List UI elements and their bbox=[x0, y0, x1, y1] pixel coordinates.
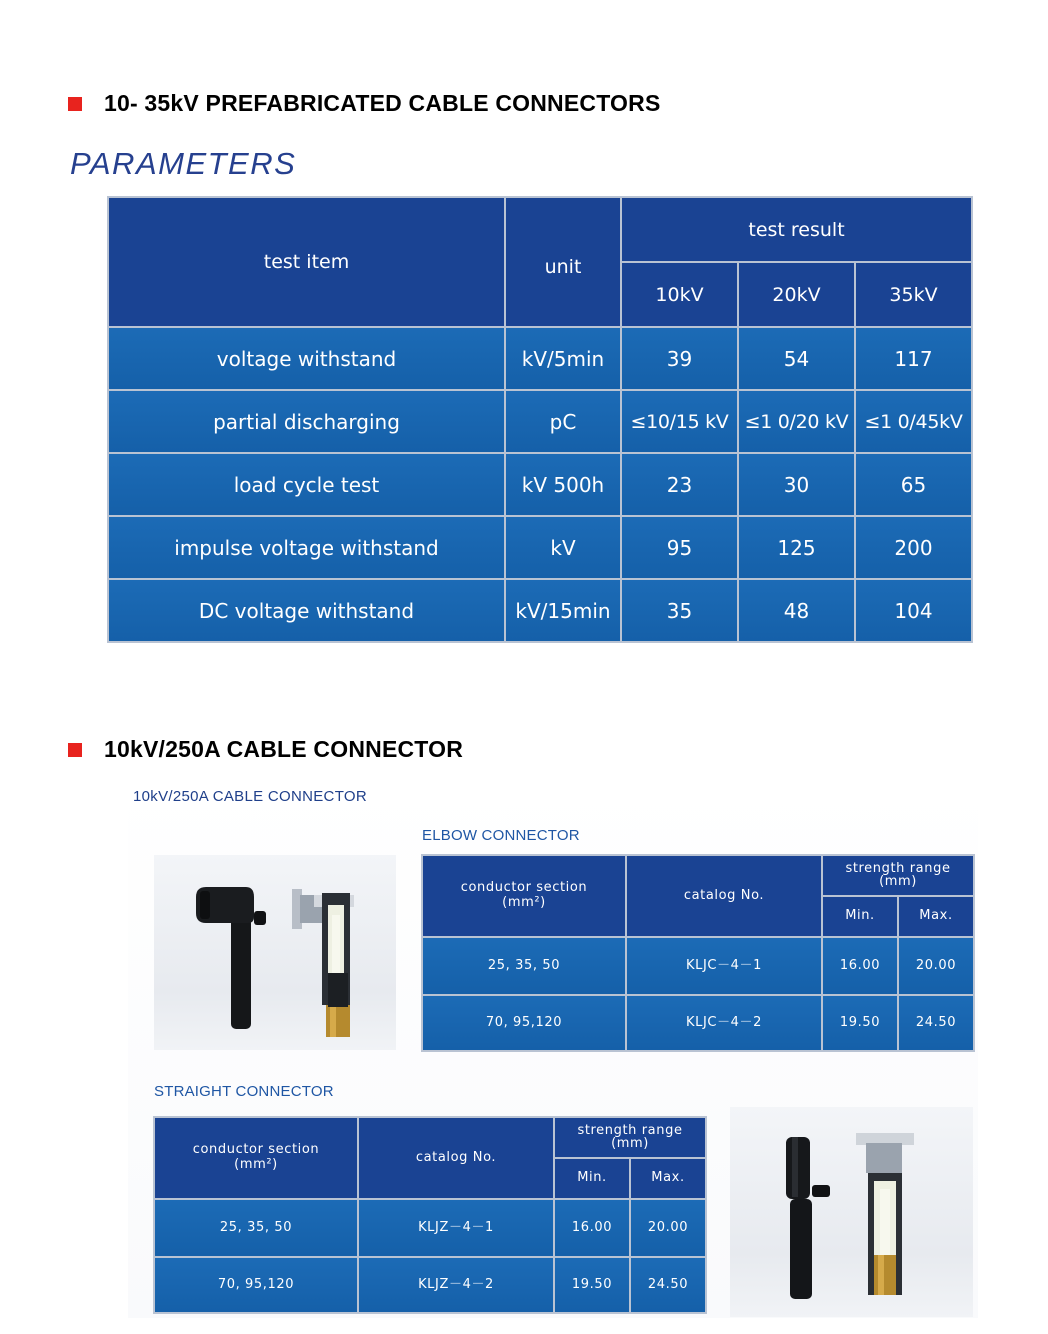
header-strength-range bbox=[822, 855, 974, 896]
header-strength-label: strength range bbox=[845, 861, 951, 877]
row-min: 16.00 bbox=[822, 937, 898, 995]
row-test-item: DC voltage withstand bbox=[108, 579, 505, 642]
header-catalog-no: catalog No. bbox=[626, 855, 822, 937]
row-unit: kV 500h bbox=[505, 453, 621, 516]
row-10kv-value: 35 bbox=[621, 579, 738, 642]
elbow-connector-photo bbox=[154, 855, 396, 1050]
header-min: Min. bbox=[822, 896, 898, 937]
table-row bbox=[422, 937, 974, 995]
row-10kv-value: 39 bbox=[621, 327, 738, 390]
header-min: Min. bbox=[554, 1158, 630, 1199]
header-conductor-section bbox=[154, 1117, 358, 1199]
elbow-connector-title: ELBOW CONNECTOR bbox=[422, 827, 580, 844]
row-10kv-value: ≤10/15 kV bbox=[621, 390, 738, 453]
row-unit: pC bbox=[505, 390, 621, 453]
row-35kv-value: 117 bbox=[855, 327, 972, 390]
straight-connector-photo bbox=[730, 1107, 973, 1317]
table-row bbox=[108, 327, 972, 390]
row-test-item: partial discharging bbox=[108, 390, 505, 453]
elbow-connector-illustration bbox=[154, 855, 396, 1050]
section-title: 10kV/250A CABLE CONNECTOR bbox=[104, 736, 464, 762]
header-max: Max. bbox=[898, 896, 974, 937]
row-unit: kV bbox=[505, 516, 621, 579]
header-max: Max. bbox=[630, 1158, 706, 1199]
row-test-item: load cycle test bbox=[108, 453, 505, 516]
row-catalog-no: KLJC－4－1 bbox=[626, 937, 822, 995]
header-unit: unit bbox=[505, 197, 621, 327]
row-test-item: voltage withstand bbox=[108, 327, 505, 390]
section-title: 10- 35kV PREFABRICATED CABLE CONNECTORS bbox=[104, 90, 661, 116]
row-max: 20.00 bbox=[630, 1199, 706, 1257]
header-conductor-unit: (mm²) bbox=[502, 895, 546, 910]
row-conductor-section: 25, 35, 50 bbox=[154, 1199, 358, 1257]
table-row bbox=[108, 516, 972, 579]
header-test-item: test item bbox=[108, 197, 505, 327]
parameters-table bbox=[107, 196, 973, 643]
parameters-heading: PARAMETERS bbox=[70, 146, 297, 181]
row-min: 16.00 bbox=[554, 1199, 630, 1257]
row-20kv-value: 125 bbox=[738, 516, 855, 579]
straight-connector-title: STRAIGHT CONNECTOR bbox=[154, 1083, 334, 1100]
table-row bbox=[422, 995, 974, 1051]
row-unit: kV/5min bbox=[505, 327, 621, 390]
header-conductor-unit: (mm²) bbox=[234, 1157, 278, 1172]
row-20kv-value: ≤1 0/20 kV bbox=[738, 390, 855, 453]
table-row bbox=[108, 453, 972, 516]
header-conductor-section bbox=[422, 855, 626, 937]
table-row bbox=[154, 1199, 706, 1257]
straight-connector-illustration bbox=[730, 1107, 973, 1317]
row-test-item: impulse voltage withstand bbox=[108, 516, 505, 579]
row-35kv-value: ≤1 0/45kV bbox=[855, 390, 972, 453]
red-square-bullet-icon bbox=[68, 97, 82, 111]
table-row bbox=[108, 390, 972, 453]
straight-connector-table bbox=[153, 1116, 707, 1314]
red-square-bullet-icon bbox=[68, 743, 82, 757]
section-heading-cable-connector bbox=[68, 736, 463, 763]
row-max: 24.50 bbox=[630, 1257, 706, 1313]
header-strength-range bbox=[554, 1117, 706, 1158]
row-20kv-value: 30 bbox=[738, 453, 855, 516]
row-conductor-section: 70, 95,120 bbox=[422, 995, 626, 1051]
header-strength-unit: (mm) bbox=[611, 1135, 649, 1151]
row-20kv-value: 48 bbox=[738, 579, 855, 642]
row-max: 24.50 bbox=[898, 995, 974, 1051]
row-conductor-section: 25, 35, 50 bbox=[422, 937, 626, 995]
header-strength-label: strength range bbox=[577, 1123, 683, 1139]
header-conductor-label: conductor section bbox=[460, 880, 588, 896]
row-10kv-value: 95 bbox=[621, 516, 738, 579]
catalog-panel-title: 10kV/250A CABLE CONNECTOR bbox=[133, 788, 367, 805]
table-row bbox=[108, 579, 972, 642]
row-unit: kV/15min bbox=[505, 579, 621, 642]
row-catalog-no: KLJC－4－2 bbox=[626, 995, 822, 1051]
row-catalog-no: KLJZ－4－1 bbox=[358, 1199, 554, 1257]
row-conductor-section: 70, 95,120 bbox=[154, 1257, 358, 1313]
header-20kv: 20kV bbox=[738, 262, 855, 327]
row-10kv-value: 23 bbox=[621, 453, 738, 516]
row-min: 19.50 bbox=[554, 1257, 630, 1313]
table-row bbox=[154, 1257, 706, 1313]
row-20kv-value: 54 bbox=[738, 327, 855, 390]
row-max: 20.00 bbox=[898, 937, 974, 995]
header-catalog-no: catalog No. bbox=[358, 1117, 554, 1199]
header-strength-unit: (mm) bbox=[879, 873, 917, 889]
header-conductor-label: conductor section bbox=[192, 1142, 320, 1158]
section-heading-prefabricated bbox=[68, 90, 661, 117]
row-35kv-value: 104 bbox=[855, 579, 972, 642]
row-min: 19.50 bbox=[822, 995, 898, 1051]
header-35kv: 35kV bbox=[855, 262, 972, 327]
row-35kv-value: 65 bbox=[855, 453, 972, 516]
elbow-connector-table bbox=[421, 854, 975, 1052]
header-test-result: test result bbox=[621, 197, 972, 262]
row-catalog-no: KLJZ－4－2 bbox=[358, 1257, 554, 1313]
row-35kv-value: 200 bbox=[855, 516, 972, 579]
header-10kv: 10kV bbox=[621, 262, 738, 327]
